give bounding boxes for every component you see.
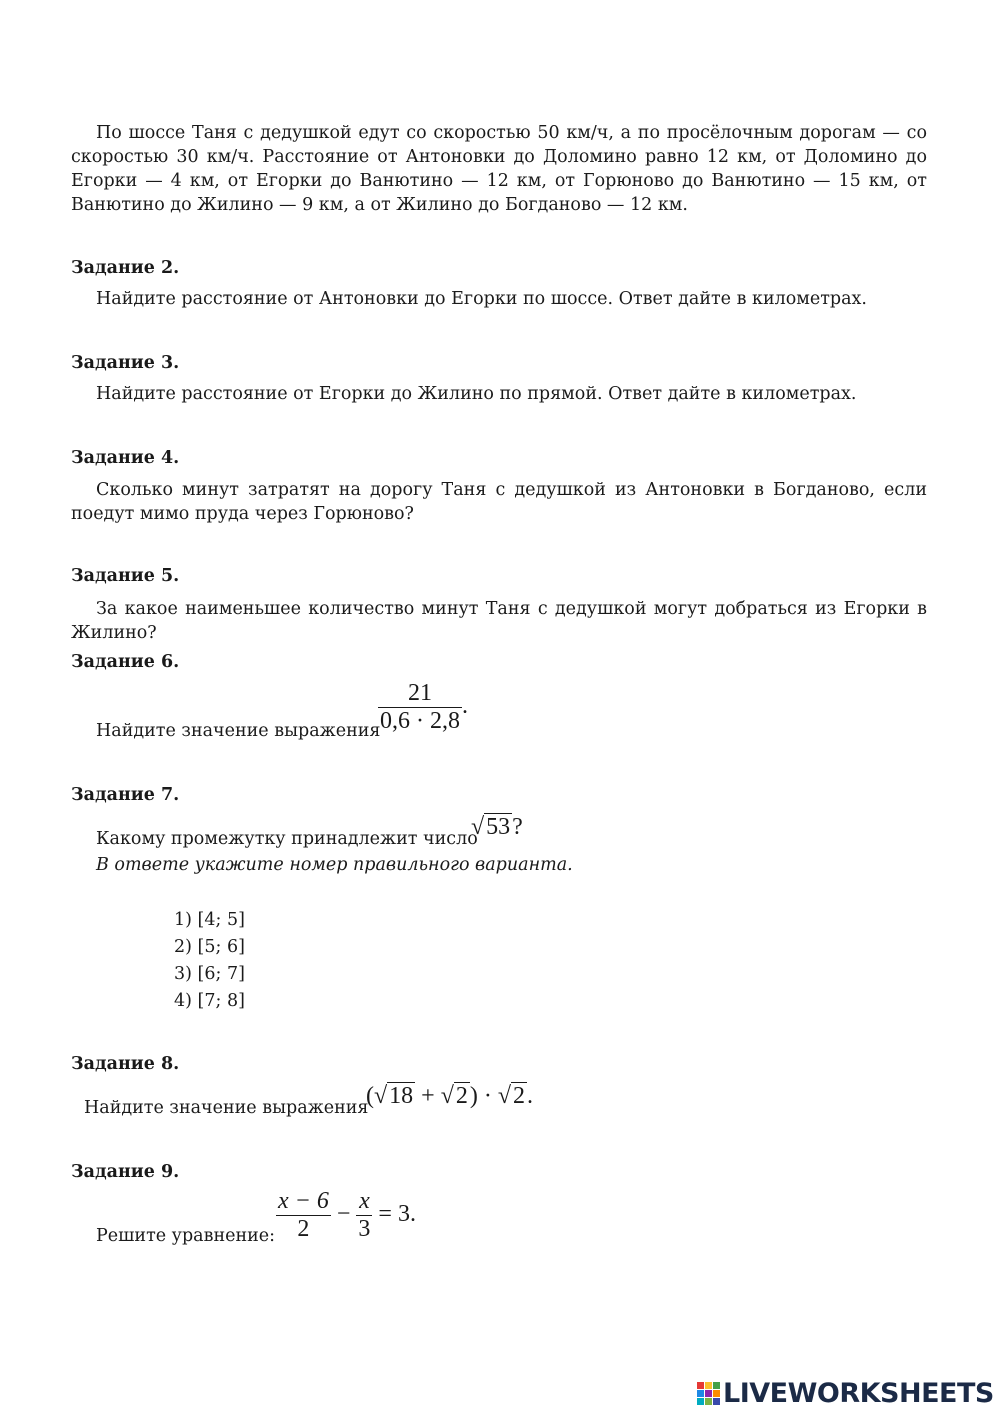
task-8-close: ) ·: [469, 1083, 498, 1109]
task-8-expression: [366, 1083, 533, 1110]
task-8-sqrt-2: √2: [440, 1083, 468, 1109]
task-8-sqrt-1: √18: [374, 1083, 414, 1109]
task-8-open: (: [366, 1083, 374, 1109]
task-6-title: Задание 6.: [71, 652, 180, 672]
task-9-title: Задание 9.: [71, 1162, 180, 1182]
logo-square-8: [705, 1398, 712, 1405]
task-9-numerator-1: x − 6: [278, 1188, 329, 1214]
task-4-text: Сколько минут затратят на дорогу Таня с дедушкой из Антоновки в Богданово, если поедут мимо пруда через Горюново?: [71, 480, 927, 524]
logo-square-7: [697, 1398, 704, 1405]
liveworksheets-logo: [697, 1378, 994, 1409]
task-8-radicand-1: 18: [389, 1083, 414, 1109]
task-7-title: Задание 7.: [71, 785, 180, 805]
task-8-plus: +: [415, 1083, 441, 1109]
task-9-denominator-1: 2: [276, 1215, 331, 1243]
task-7-expression: [471, 814, 523, 841]
task-7-radicand: 53: [486, 814, 511, 840]
task-7-options: [174, 907, 245, 1015]
task-6-end: .: [462, 693, 468, 720]
task-8-end: .: [527, 1083, 534, 1109]
task-8-radicand-2: 2: [455, 1083, 468, 1109]
logo-grid-icon: [697, 1382, 720, 1405]
task-8-radicand-3: 2: [513, 1083, 526, 1109]
logo-square-5: [705, 1390, 712, 1397]
task-9-numerator-2: x: [359, 1188, 370, 1214]
option-1: 1) [4; 5]: [174, 910, 245, 930]
task-3-text: Найдите расстояние от Егорки до Жилино по прямой. Ответ дайте в километрах.: [96, 384, 857, 404]
task-8-text: Найдите значение выражения: [84, 1098, 369, 1118]
task-6-fraction: [378, 680, 462, 735]
option-4: 4) [7; 8]: [174, 991, 245, 1011]
task-8-title: Задание 8.: [71, 1054, 180, 1074]
task-7-note: В ответе укажите номер правильного варианта.: [96, 855, 573, 875]
task-9-minus: −: [330, 1201, 357, 1228]
logo-square-1: [697, 1382, 704, 1389]
logo-square-9: [713, 1398, 720, 1405]
task-6-numerator: 21: [408, 680, 432, 706]
task-6-expression: [378, 680, 468, 735]
task-9-denominator-2: 3: [358, 1216, 371, 1242]
logo-square-2: [705, 1382, 712, 1389]
task-8-sqrt-3: √2: [497, 1083, 526, 1109]
option-2: 2) [5; 6]: [174, 937, 245, 957]
task-5-text: За какое наименьшее количество минут Таня с дедушкой могут добраться из Егорки в Жилино?: [71, 599, 927, 643]
task-6-denominator: 0,6 · 2,8: [380, 708, 460, 734]
task-4-title: Задание 4.: [71, 448, 180, 468]
logo-square-6: [713, 1390, 720, 1397]
task-9-equation: [276, 1188, 416, 1243]
task-3-title: Задание 3.: [71, 353, 180, 373]
logo-text: LIVEWORKSHEETS: [723, 1378, 994, 1409]
task-9-rhs: = 3.: [372, 1201, 416, 1228]
option-3: 3) [6; 7]: [174, 964, 245, 984]
task-2-title: Задание 2.: [71, 258, 180, 278]
task-9-fraction-2: [356, 1188, 372, 1243]
task-9-fraction-1: [276, 1188, 331, 1243]
task-9-text: Решите уравнение:: [96, 1226, 276, 1246]
task-2-text: Найдите расстояние от Антоновки до Егорки по шоссе. Ответ дайте в километрах.: [96, 289, 867, 309]
task-7-sqrt: √53: [471, 814, 511, 840]
task-6-text: Найдите значение выражения: [96, 721, 381, 741]
logo-square-4: [697, 1390, 704, 1397]
logo-square-3: [713, 1382, 720, 1389]
task-5-title: Задание 5.: [71, 566, 180, 586]
task-7-text: Какому промежутку принадлежит число: [96, 829, 478, 849]
task-7-end: ?: [512, 814, 523, 840]
intro-paragraph: По шоссе Таня с дедушкой едут со скоростью 50 км/ч, а по просёлочным дорогам — со скоростью 30 км/ч. Расстояние от Антоновки до Доломино равно 12 км, от Доломино до Егорки — 4 км, от Егорки до Ванютино — 12 км, от Горюново до Ванютино — 15 км, от Ванютино до Жилино — 9 км, а от Жилино до Богданово — 12 км.: [71, 123, 927, 215]
